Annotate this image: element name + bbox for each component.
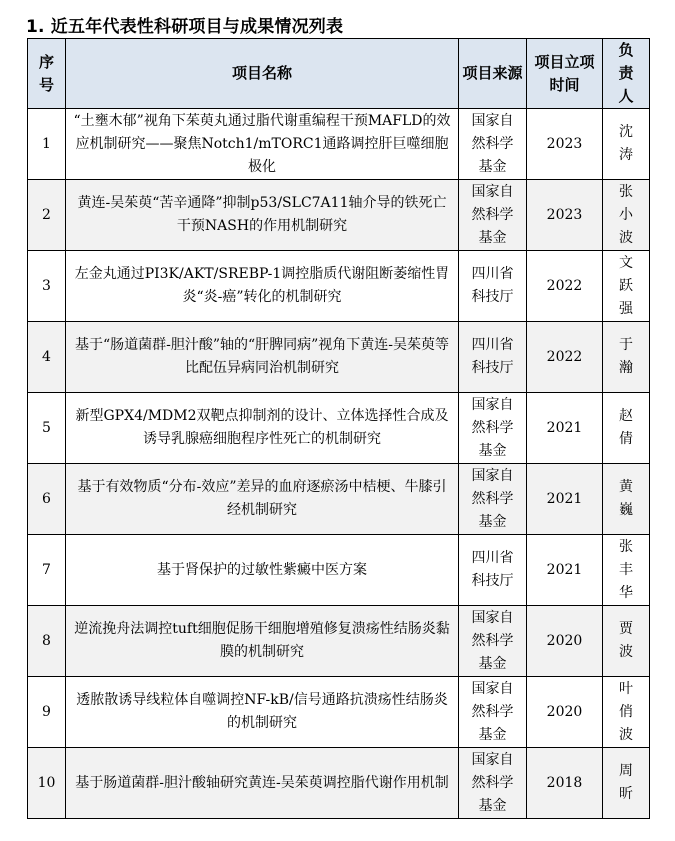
row-source: 国家自然科学基金 bbox=[459, 677, 527, 748]
table-row bbox=[28, 535, 650, 606]
row-year: 2021 bbox=[527, 535, 603, 606]
table-header-row bbox=[28, 39, 650, 109]
table-row bbox=[28, 109, 650, 180]
row-source: 国家自然科学基金 bbox=[459, 180, 527, 251]
row-leader: 叶俏波 bbox=[603, 677, 650, 748]
row-project-name: 基于“肠道菌群-胆汁酸”轴的“肝脾同病”视角下黄连-吴茱萸等比配伍异病同治机制研究 bbox=[66, 322, 459, 393]
row-leader: 周昕 bbox=[603, 748, 650, 819]
row-index: 5 bbox=[28, 393, 66, 464]
header-leader: 负责人 bbox=[603, 39, 650, 109]
row-index: 6 bbox=[28, 464, 66, 535]
table-row bbox=[28, 251, 650, 322]
header-name: 项目名称 bbox=[66, 39, 459, 109]
row-year: 2022 bbox=[527, 251, 603, 322]
row-leader: 黄巍 bbox=[603, 464, 650, 535]
row-index: 4 bbox=[28, 322, 66, 393]
row-project-name: 新型GPX4/MDM2双靶点抑制剂的设计、立体选择性合成及诱导乳腺癌细胞程序性死亡的机制研究 bbox=[66, 393, 459, 464]
table-row bbox=[28, 393, 650, 464]
row-leader: 张小波 bbox=[603, 180, 650, 251]
row-index: 2 bbox=[28, 180, 66, 251]
row-index: 1 bbox=[28, 109, 66, 180]
row-project-name: “土壅木郁”视角下茱萸丸通过脂代谢重编程干预MAFLD的效应机制研究——聚焦Notch1/mTORC1通路调控肝巨噬细胞极化 bbox=[66, 109, 459, 180]
table-row bbox=[28, 606, 650, 677]
row-index: 8 bbox=[28, 606, 66, 677]
table-row bbox=[28, 464, 650, 535]
row-year: 2020 bbox=[527, 606, 603, 677]
row-year: 2021 bbox=[527, 393, 603, 464]
row-year: 2020 bbox=[527, 677, 603, 748]
header-source: 项目来源 bbox=[459, 39, 527, 109]
row-leader: 于瀚 bbox=[603, 322, 650, 393]
row-index: 9 bbox=[28, 677, 66, 748]
row-year: 2023 bbox=[527, 180, 603, 251]
row-project-name: 基于有效物质“分布-效应”差异的血府逐瘀汤中桔梗、牛膝引经机制研究 bbox=[66, 464, 459, 535]
row-project-name: 透脓散诱导线粒体自噬调控NF-kB/信号通路抗溃疡性结肠炎的机制研究 bbox=[66, 677, 459, 748]
row-project-name: 左金丸通过PI3K/AKT/SREBP-1调控脂质代谢阻断萎缩性胃炎“炎-癌”转化的机制研究 bbox=[66, 251, 459, 322]
row-source: 国家自然科学基金 bbox=[459, 748, 527, 819]
row-leader: 贾波 bbox=[603, 606, 650, 677]
row-project-name: 逆流挽舟法调控tuft细胞促肠干细胞增殖修复溃疡性结肠炎黏膜的机制研究 bbox=[66, 606, 459, 677]
row-project-name: 黄连-吴茱萸“苦辛通降”抑制p53/SLC7A11轴介导的铁死亡干预NASH的作用机制研究 bbox=[66, 180, 459, 251]
row-index: 10 bbox=[28, 748, 66, 819]
row-source: 四川省科技厅 bbox=[459, 535, 527, 606]
row-leader: 张丰华 bbox=[603, 535, 650, 606]
row-index: 3 bbox=[28, 251, 66, 322]
table-row bbox=[28, 748, 650, 819]
table-row bbox=[28, 322, 650, 393]
row-year: 2021 bbox=[527, 464, 603, 535]
row-source: 国家自然科学基金 bbox=[459, 109, 527, 180]
row-leader: 沈涛 bbox=[603, 109, 650, 180]
table-row bbox=[28, 180, 650, 251]
row-year: 2018 bbox=[527, 748, 603, 819]
header-index: 序号 bbox=[28, 39, 66, 109]
section-title: 1. 近五年代表性科研项目与成果情况列表 bbox=[26, 17, 344, 37]
row-leader: 文跃强 bbox=[603, 251, 650, 322]
row-project-name: 基于肠道菌群-胆汁酸轴研究黄连-吴茱萸调控脂代谢作用机制 bbox=[66, 748, 459, 819]
row-source: 四川省科技厅 bbox=[459, 322, 527, 393]
project-table bbox=[27, 38, 650, 819]
row-leader: 赵倩 bbox=[603, 393, 650, 464]
header-year: 项目立项时间 bbox=[527, 39, 603, 109]
row-year: 2022 bbox=[527, 322, 603, 393]
row-source: 国家自然科学基金 bbox=[459, 464, 527, 535]
row-source: 国家自然科学基金 bbox=[459, 606, 527, 677]
row-project-name: 基于肾保护的过敏性紫癜中医方案 bbox=[66, 535, 459, 606]
row-year: 2023 bbox=[527, 109, 603, 180]
row-source: 四川省科技厅 bbox=[459, 251, 527, 322]
row-index: 7 bbox=[28, 535, 66, 606]
table-row bbox=[28, 677, 650, 748]
row-source: 国家自然科学基金 bbox=[459, 393, 527, 464]
